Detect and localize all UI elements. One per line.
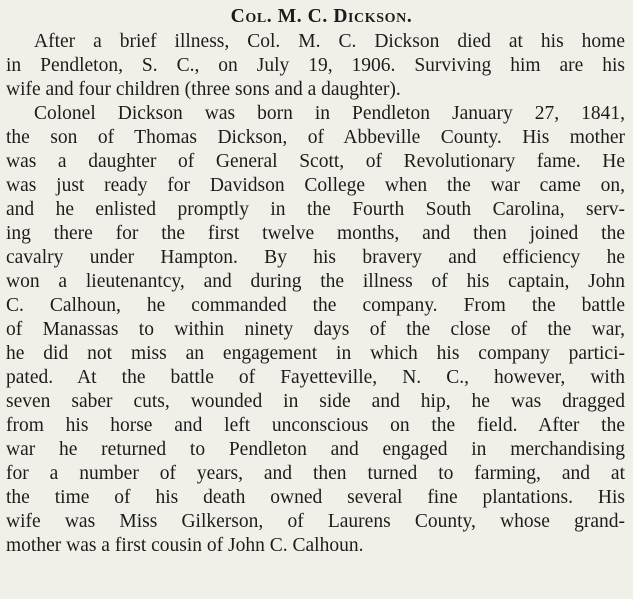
- text-line: cavalry under Hampton. By his bravery and efficiency he: [6, 247, 625, 268]
- text-line: pated. At the battle of Fayetteville, N. C., however, with: [6, 367, 625, 388]
- text-line: was a daughter of General Scott, of Revolutionary fame. He: [6, 151, 625, 172]
- paragraph-1: [6, 30, 625, 102]
- article-title: Col. M. C. Dickson.: [230, 6, 413, 27]
- paragraph-2: [6, 102, 625, 558]
- text-line: mother was a first cousin of John C. Calhoun.: [6, 535, 364, 556]
- text-line: of Manassas to within ninety days of the close of the war,: [6, 319, 625, 340]
- text-line: in Pendleton, S. C., on July 19, 1906. Surviving him are his: [6, 55, 625, 76]
- text-line: the son of Thomas Dickson, of Abbeville County. His mother: [6, 127, 625, 148]
- text-line: and he enlisted promptly in the Fourth South Carolina, serv-: [6, 199, 625, 220]
- text-line: After a brief illness, Col. M. C. Dickson died at his home: [34, 31, 625, 52]
- text-line: won a lieutenantcy, and during the illness of his captain, John: [6, 271, 625, 292]
- text-line: war he returned to Pendleton and engaged in merchandising: [6, 439, 625, 460]
- text-line: for a number of years, and then turned to farming, and at: [6, 463, 625, 484]
- text-line: wife was Miss Gilkerson, of Laurens County, whose grand-: [6, 511, 625, 532]
- text-line: was just ready for Davidson College when the war came on,: [6, 175, 625, 196]
- text-line: the time of his death owned several fine plantations. His: [6, 487, 625, 508]
- text-line: C. Calhoun, he commanded the company. From the battle: [6, 295, 625, 316]
- text-line: Colonel Dickson was born in Pendleton January 27, 1841,: [34, 103, 625, 124]
- text-line: from his horse and left unconscious on the field. After the: [6, 415, 625, 436]
- text-line: ing there for the first twelve months, and then joined the: [6, 223, 625, 244]
- text-line: wife and four children (three sons and a daughter).: [6, 79, 401, 100]
- text-line: he did not miss an engagement in which his company partici-: [6, 343, 625, 364]
- text-line: seven saber cuts, wounded in side and hip, he was dragged: [6, 391, 625, 412]
